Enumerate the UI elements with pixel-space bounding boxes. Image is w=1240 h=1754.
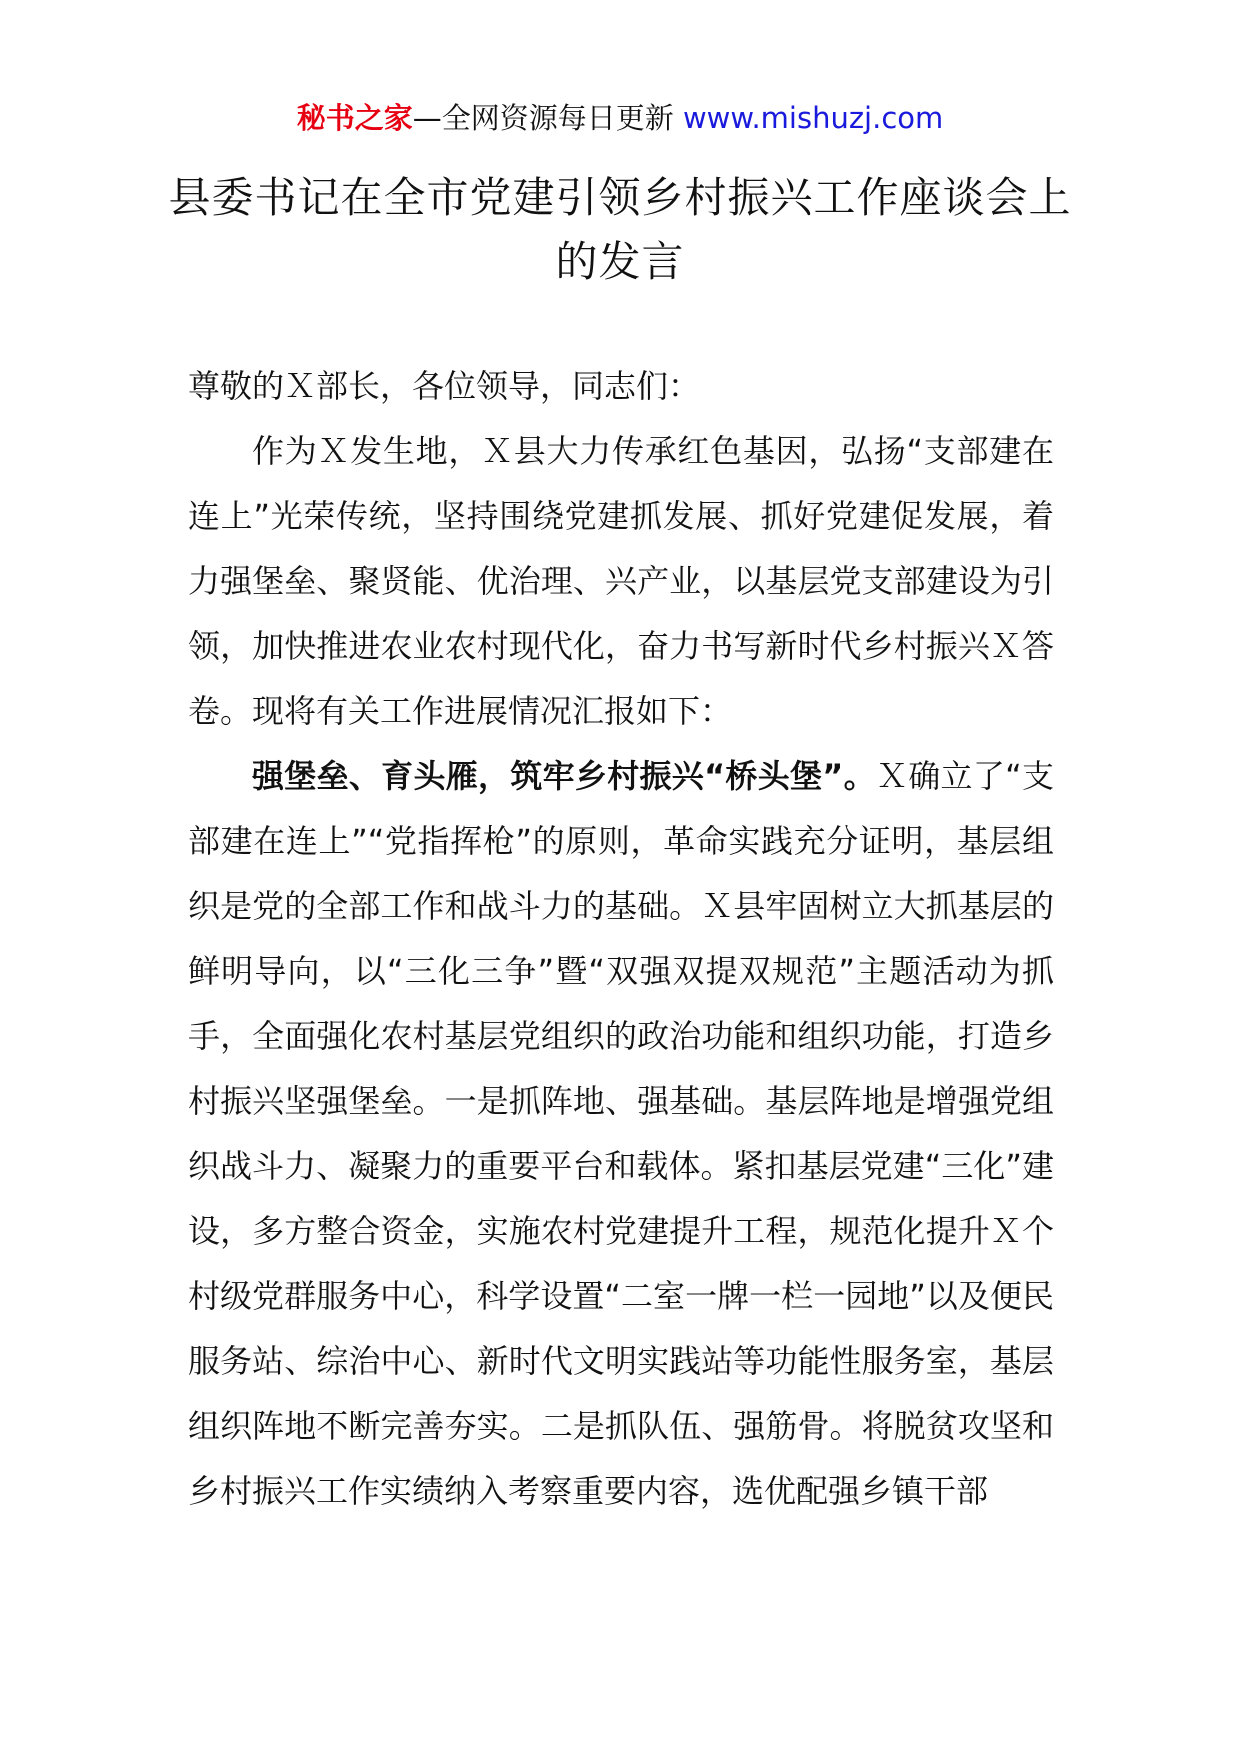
site-url-link[interactable]: www.mishuzj.com: [682, 101, 944, 135]
document-title: 县委书记在全市党建引领乡村振兴工作座谈会上的发言: [168, 173, 1072, 286]
salutation: 尊敬的Ｘ部长，各位领导，同志们：: [188, 367, 701, 405]
intro-paragraph: 作为Ｘ发生地，Ｘ县大力传承红色基因，弘扬“支部建在连上”光荣传统，坚持围绕党建抓发展、抓好党建促发展，着力强堡垒、聚贤能、优治理、兴产业，以基层党支部建设为引领，加快推进农业农村现代化，奋力书写新时代乡村振兴Ｘ答卷。现将有关工作进展情况汇报如下：: [188, 432, 1054, 730]
site-tagline: —全网资源每日更新: [412, 101, 683, 135]
document-body: [188, 354, 1054, 1524]
section-paragraph: [188, 744, 1054, 1524]
site-header: [0, 98, 1240, 138]
section-heading: 强堡垒、育头雁，筑牢乡村振兴“桥头堡”。: [252, 757, 876, 795]
site-brand: 秘书之家: [296, 101, 413, 135]
section-text: Ｘ确立了“支部建在连上”“党指挥枪”的原则，革命实践充分证明，基层组织是党的全部工作和战斗力的基础。Ｘ县牢固树立大抓基层的鲜明导向，以“三化三争”暨“双强双提双规范”主题活动为抓手，全面强化农村基层党组织的政治功能和组织功能，打造乡村振兴坚强堡垒。一是抓阵地、强基础。基层阵地是增强党组织战斗力、凝聚力的重要平台和载体。紧扣基层党建“三化”建设，多方整合资金，实施农村党建提升工程，规范化提升Ｘ个村级党群服务中心，科学设置“二室一牌一栏一园地”以及便民服务站、综治中心、新时代文明实践站等功能性服务室，基层组织阵地不断完善夯实。二是抓队伍、强筋骨。将脱贫攻坚和乡村振兴工作实绩纳入考察重要内容，选优配强乡镇干部: [188, 757, 1054, 1510]
